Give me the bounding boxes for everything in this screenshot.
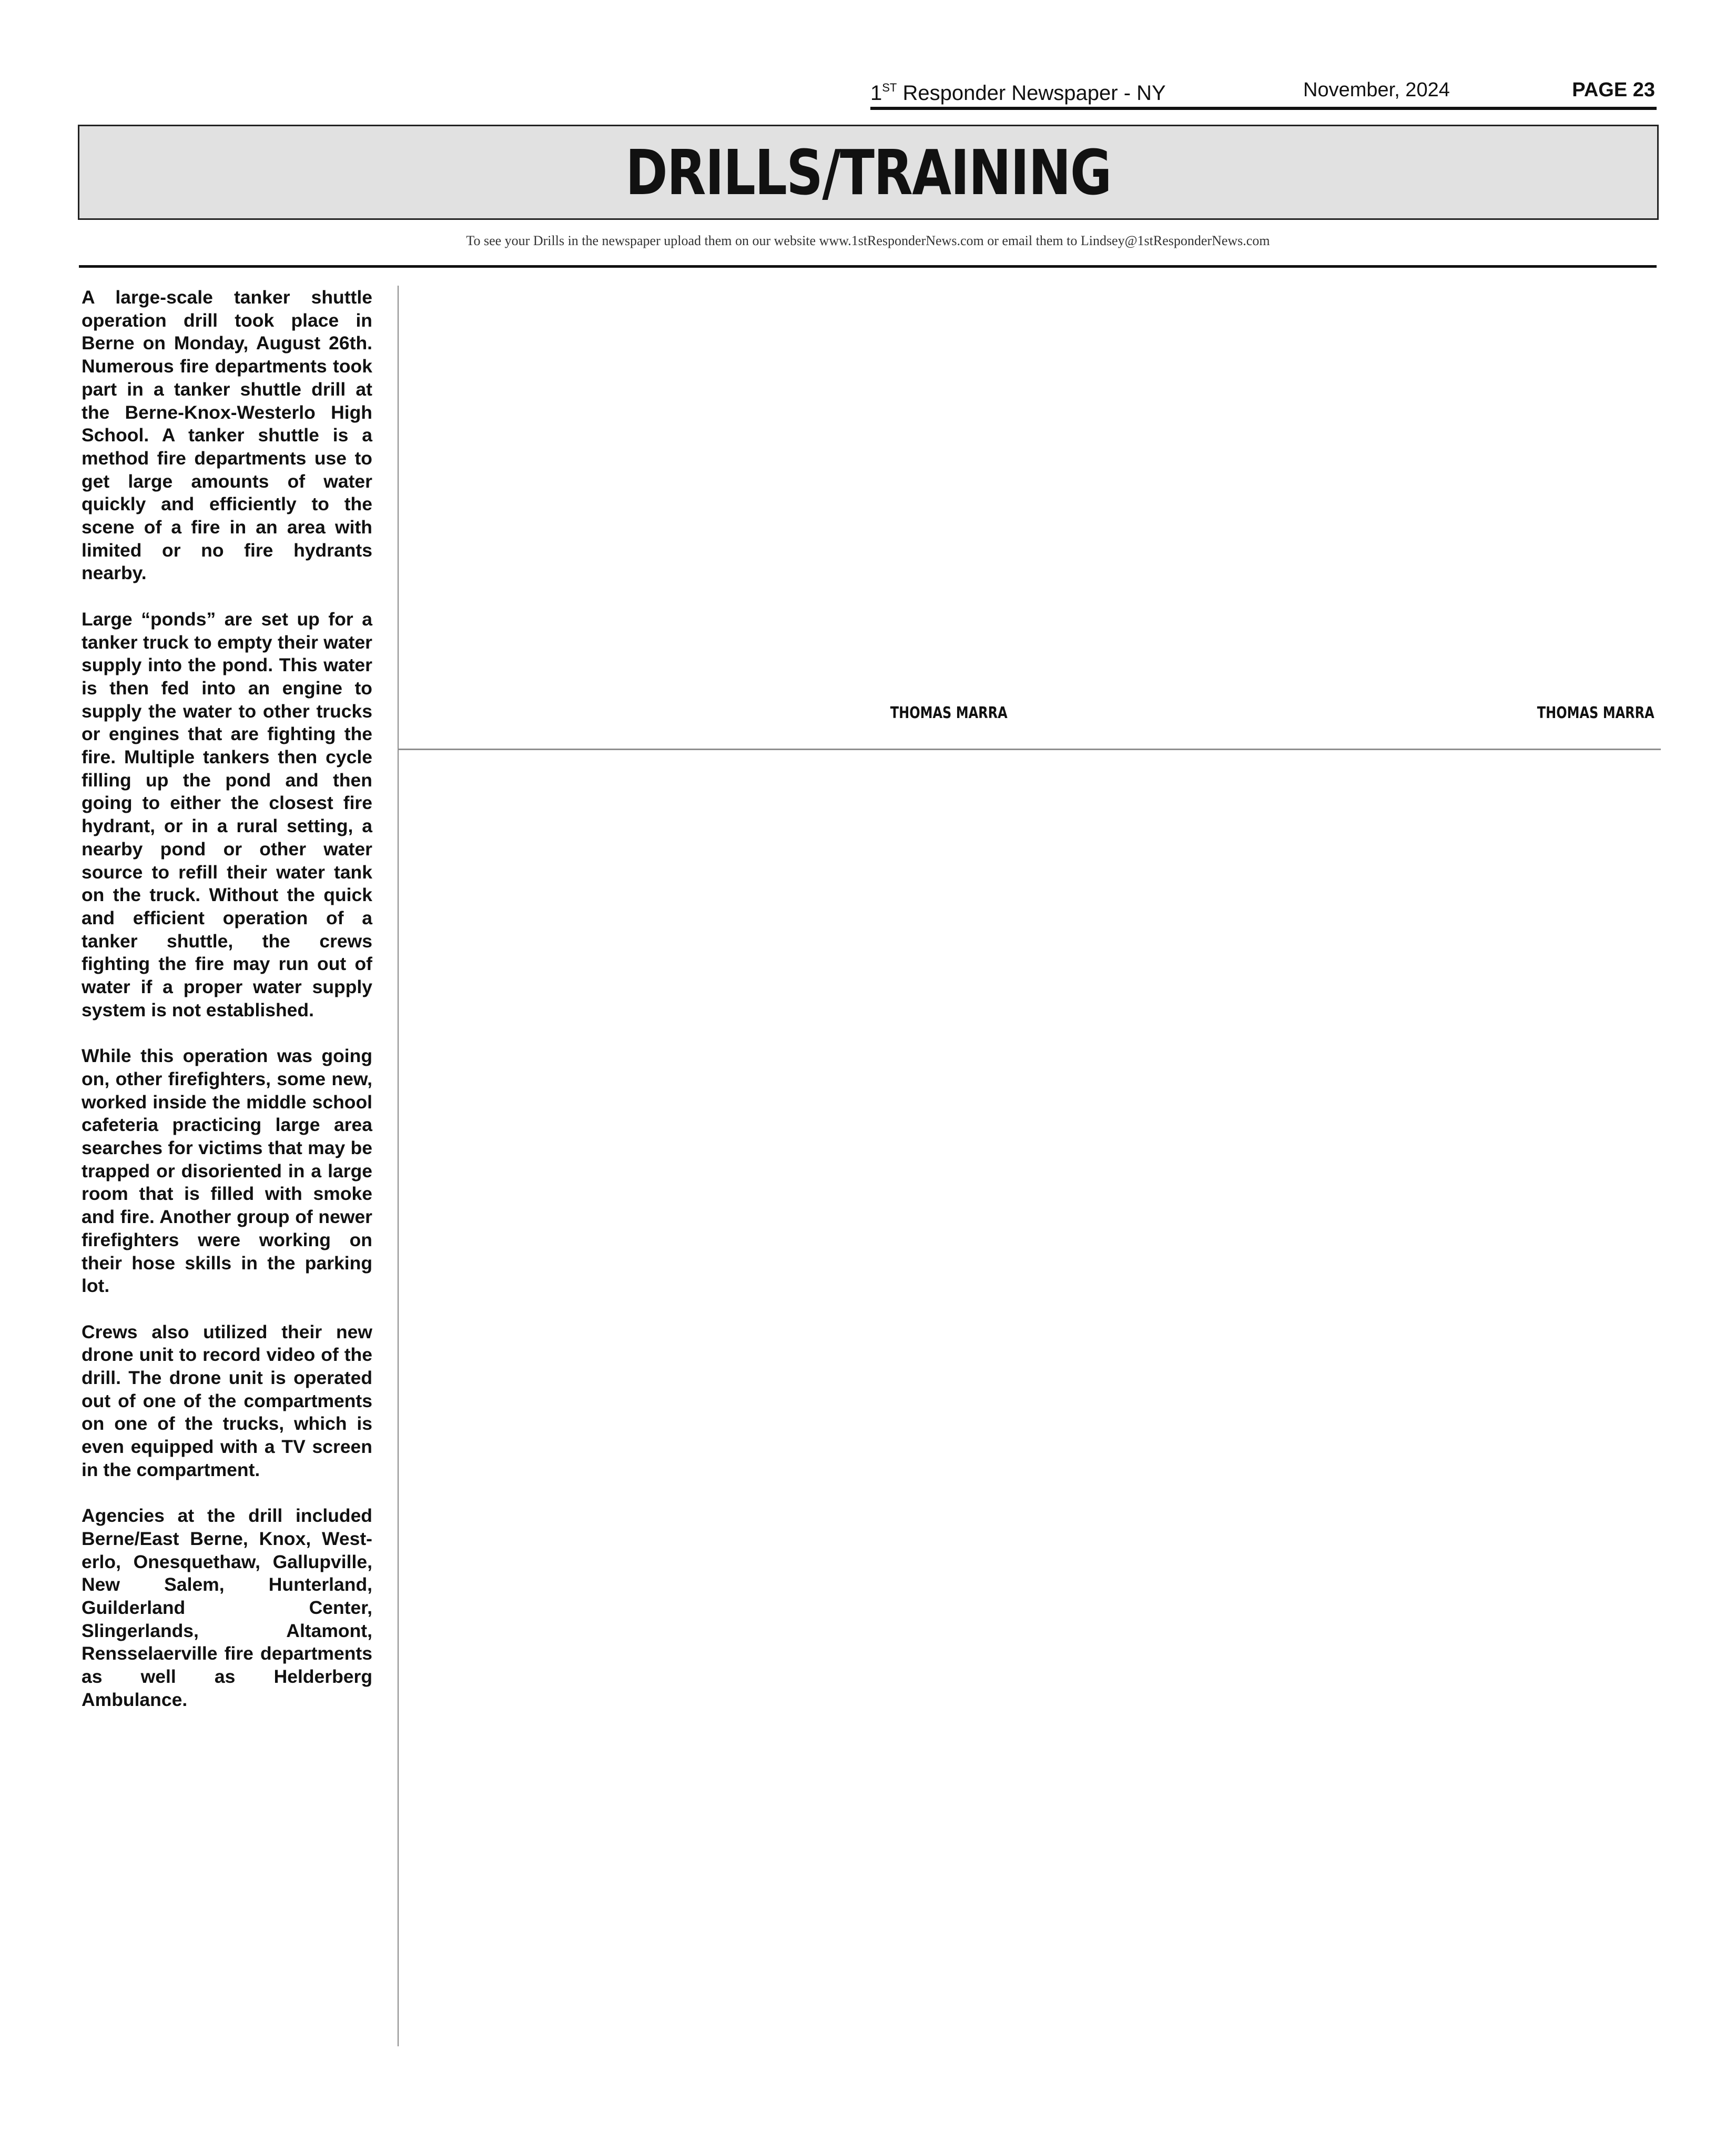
article-paragraph: While this operation was going on, other firefighters, some new, worked inside the middle school cafeteria practicing large area searches for victims that may be trapped or disoriented in a large room that is filled with smoke and fire. Another group of newer firefighters were working on their hose skills in the parking lot.	[82, 1045, 372, 1297]
article-paragraph: Crews also utilized their new drone unit to record video of the drill. The drone unit is operated out of one of the compartments on one of the trucks, which is even equipped with a TV screen in the compartment.	[82, 1321, 372, 1480]
header-rule	[79, 265, 1657, 268]
section-title: DRILLS/TRAINING	[625, 136, 1111, 209]
photo-area-bottom	[400, 751, 1657, 2045]
section-banner	[78, 125, 1659, 220]
photo-credit: THOMAS MARRA	[890, 704, 1008, 722]
article-column	[82, 286, 372, 1734]
masthead	[870, 76, 1657, 110]
article-paragraph: A large-scale tanker shuttle operation drill took place in Berne on Monday, August 26th. Numerous fire departments took part in a tanker shuttle drill at the Berne-Knox-Westerlo High School. A tanker shuttle is a method fire departments use to get large amounts of water quickly and efficiently to the scene of a fire in an area with limited or no fire hydrants nearby.	[82, 287, 372, 584]
newspaper-name	[870, 82, 1166, 105]
column-divider	[398, 286, 399, 2046]
photo-credit: THOMAS MARRA	[1537, 704, 1654, 722]
article-paragraph: Agencies at the drill included Berne/East Berne, Knox, Westerlo, Onesquethaw, Gallupville, New Salem, Hunterland, Guilderland Center, Slingerlands, Altamont, Rensselaerville fire departments as well as Helderberg Ambulance.	[82, 1505, 372, 1710]
submission-note: To see your Drills in the newspaper upload them on our website www.1stResponderNews.com or email them to Lindsey@1stResponderNews.com	[466, 233, 1270, 248]
article-paragraph: Large “ponds” are set up for a tanker truck to empty their water supply into the pond. This water is then fed into an engine to supply the water to other trucks or engines that are fighting the fire. Multiple tankers then cycle filling up the pond and then going to either the closest fire hydrant, or in a rural setting, a nearby pond or other water source to refill their water tank on the truck. Without the quick and efficient operation of a tanker shuttle, the crews fighting the fire may run out of water if a proper water supply system is not established.	[82, 608, 372, 1021]
newspaper-name-superscript: ST	[882, 81, 897, 94]
page-number: PAGE 23	[1572, 79, 1655, 101]
photo-divider-rule	[398, 749, 1661, 750]
newspaper-name-rest: Responder Newspaper - NY	[897, 82, 1166, 105]
newspaper-name-prefix: 1	[870, 82, 882, 105]
issue-date: November, 2024	[1303, 79, 1450, 101]
photo-area-top	[400, 268, 1657, 744]
